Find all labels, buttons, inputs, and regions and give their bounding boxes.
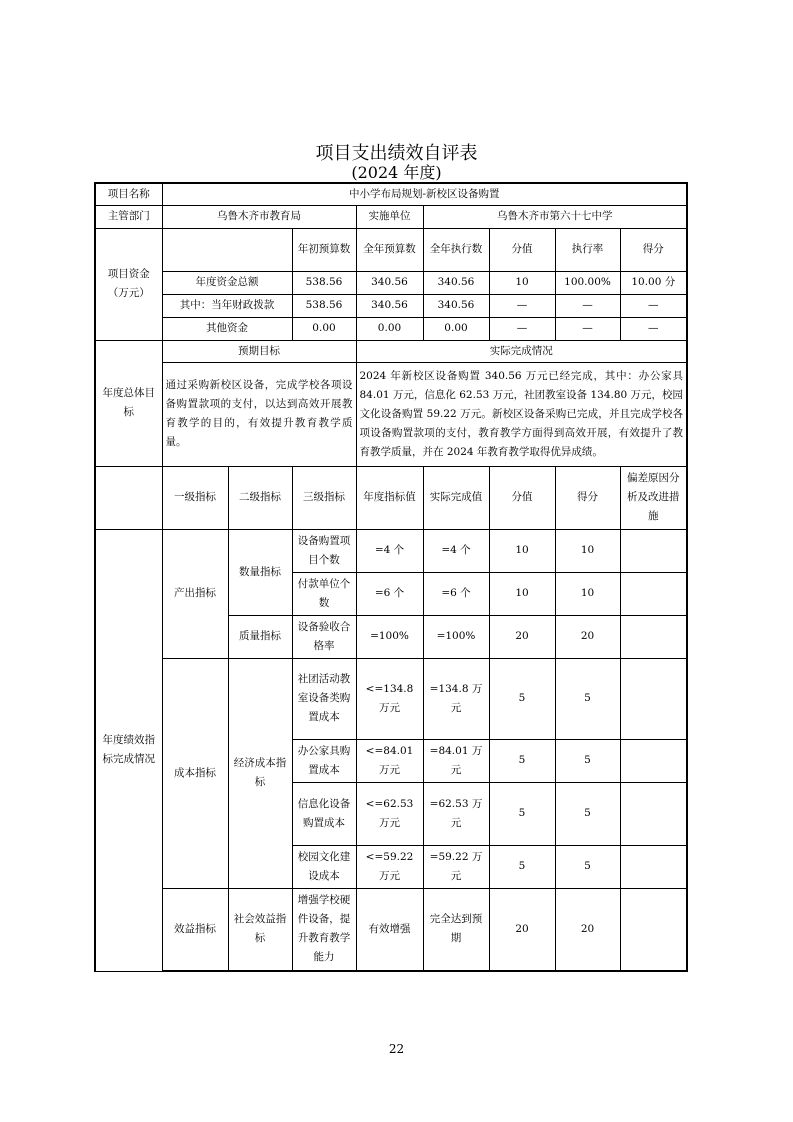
indicator-name: 校园文化建设成本 xyxy=(292,845,356,888)
indicator-got: 5 xyxy=(555,658,620,739)
indicator-header: 三级指标 xyxy=(292,466,356,529)
page-number: 22 xyxy=(388,1042,405,1056)
funds-cell: 10.00 分 xyxy=(620,271,687,294)
indicator-got: 5 xyxy=(555,739,620,782)
indicator-actual: =6 个 xyxy=(423,572,489,615)
deviation-cell xyxy=(620,658,687,739)
expected-goal-header: 预期目标 xyxy=(162,340,356,362)
funds-cell: — xyxy=(620,294,687,317)
indicator-target: <=62.53 万元 xyxy=(356,782,423,845)
page-subtitle: (2024 年度) xyxy=(351,163,442,182)
indicator-header: 实际完成值 xyxy=(423,466,489,529)
indicator-name: 设备验收合格率 xyxy=(292,615,356,658)
deviation-cell xyxy=(620,888,687,971)
deviation-cell xyxy=(620,845,687,888)
indicator-target: =100% xyxy=(356,615,423,658)
goals-label: 年度总体目标 xyxy=(95,340,162,466)
indicator-header: 一级指标 xyxy=(162,466,228,529)
indicator-header: 偏差原因分析及改进措施 xyxy=(620,466,687,529)
indicator-target: <=134.8 万元 xyxy=(356,658,423,739)
indicator-name: 办公家具购置成本 xyxy=(292,739,356,782)
deviation-cell xyxy=(620,529,687,572)
indicator-score: 10 xyxy=(489,529,555,572)
funds-cell: 340.56 xyxy=(423,294,489,317)
indicator-got: 5 xyxy=(555,845,620,888)
indicator-target: <=59.22 万元 xyxy=(356,845,423,888)
indicator-score: 5 xyxy=(489,658,555,739)
output-indicator-label: 产出指标 xyxy=(162,529,228,658)
unit-value: 乌鲁木齐市第六十七中学 xyxy=(423,205,687,228)
indicator-header-blank xyxy=(95,466,162,529)
performance-table xyxy=(94,182,688,972)
indicator-header: 得分 xyxy=(555,466,620,529)
project-name-label: 项目名称 xyxy=(95,183,162,205)
indicator-score: 10 xyxy=(489,572,555,615)
indicator-score: 5 xyxy=(489,845,555,888)
indicator-name: 增强学校硬件设备，提升教育教学能力 xyxy=(292,888,356,971)
indicator-name: 信息化设备购置成本 xyxy=(292,782,356,845)
indicator-got: 5 xyxy=(555,782,620,845)
indicator-target: 有效增强 xyxy=(356,888,423,971)
indicator-target: <=84.01 万元 xyxy=(356,739,423,782)
social-benefit-indicator-label: 社会效益指标 xyxy=(228,888,292,971)
indicator-score: 5 xyxy=(489,782,555,845)
cost-indicator-label: 成本指标 xyxy=(162,658,228,888)
performance-section-label: 年度绩效指标完成情况 xyxy=(95,529,162,971)
indicator-header: 二级指标 xyxy=(228,466,292,529)
actual-result-text: 2024 年新校区设备购置 340.56 万元已经完成，其中：办公家具 84.01 万元，信息化 62.53 万元，社团教室设备 134.80 万元，校园文化设备购置 59.22 万元。新校区设备采购已完成，并且完成学校各项设备购置款项的支付，教育教学方面得到高效开展，有效提升了教育教学质量，并在 2024 年教育教学取得优异成绩。 xyxy=(356,362,687,466)
indicator-actual: =84.01 万元 xyxy=(423,739,489,782)
funds-row-name: 其中：当年财政拨款 xyxy=(162,294,292,317)
indicator-name: 付款单位个数 xyxy=(292,572,356,615)
funds-header: 年初预算数 xyxy=(292,228,356,271)
funds-header: 分值 xyxy=(489,228,555,271)
indicator-score: 20 xyxy=(489,615,555,658)
funds-cell: 10 xyxy=(489,271,555,294)
funds-cell: — xyxy=(489,317,555,340)
benefit-indicator-label: 效益指标 xyxy=(162,888,228,971)
funds-header: 全年执行数 xyxy=(423,228,489,271)
actual-result-header: 实际完成情况 xyxy=(356,340,687,362)
indicator-target: =4 个 xyxy=(356,529,423,572)
indicator-got: 10 xyxy=(555,529,620,572)
funds-row-name: 其他资金 xyxy=(162,317,292,340)
funds-header-blank xyxy=(162,228,292,271)
funds-cell: 0.00 xyxy=(423,317,489,340)
indicator-actual: 完全达到预期 xyxy=(423,888,489,971)
funds-cell: 100.00% xyxy=(555,271,620,294)
funds-row-name: 年度资金总额 xyxy=(162,271,292,294)
funds-cell: 0.00 xyxy=(292,317,356,340)
indicator-name: 设备购置项目个数 xyxy=(292,529,356,572)
indicator-score: 5 xyxy=(489,739,555,782)
deviation-cell xyxy=(620,739,687,782)
funds-cell: — xyxy=(489,294,555,317)
project-name-value: 中小学布局规划-新校区设备购置 xyxy=(162,183,687,205)
deviation-cell xyxy=(620,572,687,615)
indicator-name: 社团活动教室设备类购置成本 xyxy=(292,658,356,739)
funds-cell: 340.56 xyxy=(356,271,423,294)
indicator-got: 20 xyxy=(555,888,620,971)
funds-cell: 340.56 xyxy=(423,271,489,294)
funds-header: 全年预算数 xyxy=(356,228,423,271)
indicator-header: 年度指标值 xyxy=(356,466,423,529)
indicator-got: 20 xyxy=(555,615,620,658)
indicator-header: 分值 xyxy=(489,466,555,529)
economic-cost-indicator-label: 经济成本指标 xyxy=(228,658,292,888)
funds-header: 得分 xyxy=(620,228,687,271)
funds-cell: 538.56 xyxy=(292,294,356,317)
deviation-cell xyxy=(620,782,687,845)
funds-cell: 340.56 xyxy=(356,294,423,317)
quality-indicator-label: 质量指标 xyxy=(228,615,292,658)
expected-goal-text: 通过采购新校区设备，完成学校各项设备购置款项的支付，以达到高效开展教育教学的目的，有效提升教育教学质量。 xyxy=(162,362,356,466)
indicator-actual: =62.53 万元 xyxy=(423,782,489,845)
funds-cell: — xyxy=(555,317,620,340)
page-title: 项目支出绩效自评表 xyxy=(315,143,478,164)
indicator-actual: =100% xyxy=(423,615,489,658)
funds-cell: — xyxy=(555,294,620,317)
funds-label: 项目资金（万元） xyxy=(95,228,162,340)
indicator-got: 10 xyxy=(555,572,620,615)
indicator-target: =6 个 xyxy=(356,572,423,615)
indicator-actual: =4 个 xyxy=(423,529,489,572)
funds-cell: 0.00 xyxy=(356,317,423,340)
dept-value: 乌鲁木齐市教育局 xyxy=(162,205,356,228)
dept-label: 主管部门 xyxy=(95,205,162,228)
funds-cell: — xyxy=(620,317,687,340)
indicator-actual: =134.8 万元 xyxy=(423,658,489,739)
indicator-actual: =59.22 万元 xyxy=(423,845,489,888)
funds-header: 执行率 xyxy=(555,228,620,271)
funds-cell: 538.56 xyxy=(292,271,356,294)
indicator-score: 20 xyxy=(489,888,555,971)
unit-label: 实施单位 xyxy=(356,205,423,228)
quantity-indicator-label: 数量指标 xyxy=(228,529,292,615)
deviation-cell xyxy=(620,615,687,658)
